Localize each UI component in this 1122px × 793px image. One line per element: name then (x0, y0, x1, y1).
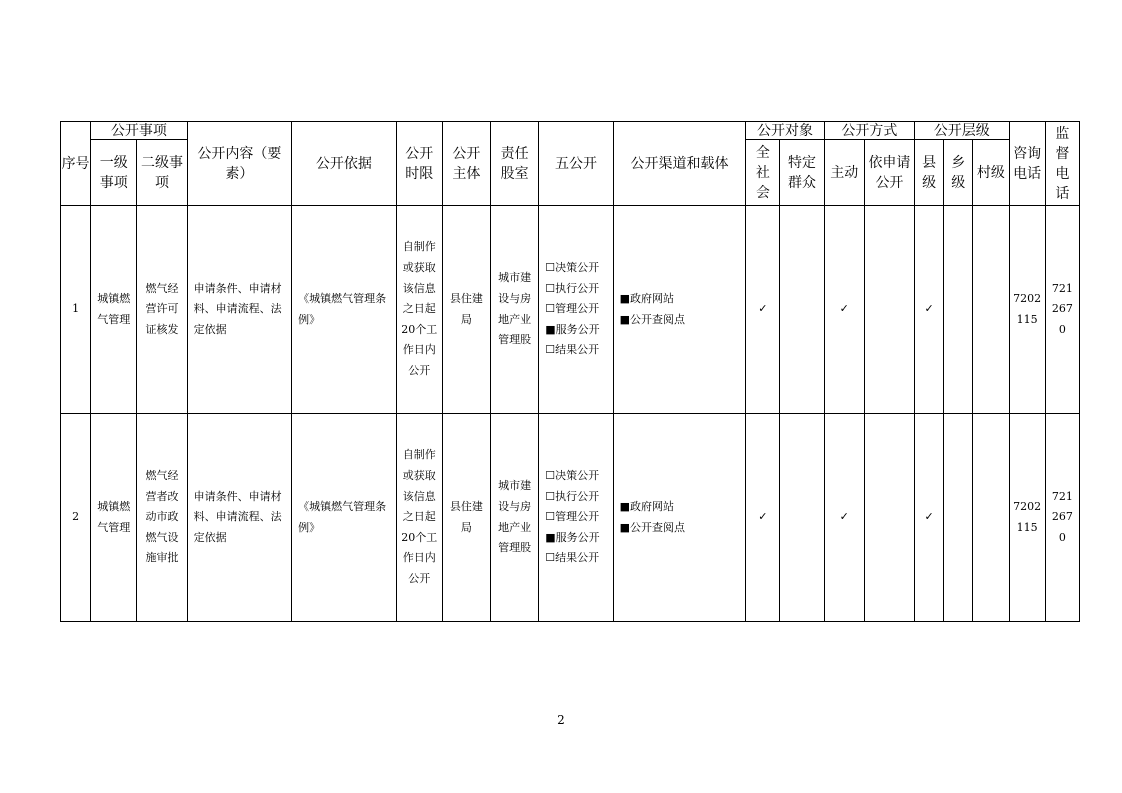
five-open-management: ☐管理公开 (545, 302, 600, 316)
cell-apply (864, 414, 914, 622)
page-number: 2 (557, 713, 565, 727)
header-active: 主动 (824, 140, 864, 206)
cell-channel (613, 414, 746, 622)
header-five-open: 五公开 (539, 122, 613, 206)
header-dept: 责任股室 (491, 122, 539, 206)
five-open-execution: ☐执行公开 (545, 489, 600, 503)
cell-specific-group (780, 206, 824, 414)
cell-specific-group (780, 414, 824, 622)
header-township: 乡级 (944, 140, 973, 206)
header-apply: 依申请公开 (864, 140, 914, 206)
five-open-service: ■服务公开 (545, 530, 600, 544)
five-open-result: ☐结果公开 (545, 343, 600, 357)
header-supervise-phone: 监督电话 (1045, 122, 1079, 206)
channel-reading-point: ■公开查阅点 (619, 520, 686, 534)
cell-apply (864, 206, 914, 414)
cell-content: 申请条件、申请材料、申请流程、法定依据 (187, 414, 292, 622)
header-level-group: 公开层级 (915, 122, 1009, 140)
table-row (61, 206, 1080, 414)
header-specific-group: 特定群众 (780, 140, 824, 206)
cell-township (944, 206, 973, 414)
five-open-management: ☐管理公开 (545, 510, 600, 524)
cell-dept: 城市建设与房地产业管理股 (491, 414, 539, 622)
cell-content: 申请条件、申请材料、申请流程、法定依据 (187, 206, 292, 414)
table-row (61, 414, 1080, 622)
cell-level1: 城镇燃气管理 (91, 206, 137, 414)
cell-seq: 1 (61, 206, 91, 414)
cell-consult-phone: 7202115 (1009, 414, 1045, 622)
cell-supervise-phone: 7212670 (1045, 206, 1079, 414)
channel-website: ■政府网站 (619, 291, 675, 305)
disclosure-table (60, 121, 1080, 622)
header-content: 公开内容（要素） (187, 122, 292, 206)
cell-whole-society: ✓ (746, 206, 780, 414)
cell-county: ✓ (915, 414, 944, 622)
header-village: 村级 (973, 140, 1009, 206)
five-open-decision: ☐决策公开 (545, 469, 600, 483)
header-level1: 一级事项 (91, 140, 137, 206)
header-basis: 公开依据 (292, 122, 397, 206)
header-whole-society: 全社会 (746, 140, 780, 206)
cell-dept: 城市建设与房地产业管理股 (491, 206, 539, 414)
channel-reading-point: ■公开查阅点 (619, 312, 686, 326)
cell-supervise-phone: 7212670 (1045, 414, 1079, 622)
cell-village (973, 206, 1009, 414)
header-county: 县级 (915, 140, 944, 206)
header-matter-group: 公开事项 (91, 122, 187, 140)
header-method-group: 公开方式 (824, 122, 914, 140)
header-object-group: 公开对象 (746, 122, 824, 140)
header-subject: 公开主体 (442, 122, 490, 206)
cell-basis: 《城镇燃气管理条例》 (292, 414, 397, 622)
cell-basis: 《城镇燃气管理条例》 (292, 206, 397, 414)
cell-seq: 2 (61, 414, 91, 622)
header-seq: 序号 (61, 122, 91, 206)
header-time-limit: 公开时限 (396, 122, 442, 206)
cell-county: ✓ (915, 206, 944, 414)
cell-time-limit: 自制作或获取该信息之日起20个工作日内公开 (396, 414, 442, 622)
cell-level1: 城镇燃气管理 (91, 414, 137, 622)
cell-channel (613, 206, 746, 414)
cell-five-open (539, 206, 613, 414)
five-open-service: ■服务公开 (545, 322, 600, 336)
cell-level2: 燃气经营者改动市政燃气设施审批 (137, 414, 187, 622)
cell-subject: 县住建局 (442, 414, 490, 622)
cell-village (973, 414, 1009, 622)
cell-subject: 县住建局 (442, 206, 490, 414)
five-open-result: ☐结果公开 (545, 551, 600, 565)
cell-active: ✓ (824, 414, 864, 622)
header-level2: 二级事项 (137, 140, 187, 206)
cell-whole-society: ✓ (746, 414, 780, 622)
cell-township (944, 414, 973, 622)
cell-five-open (539, 414, 613, 622)
cell-level2: 燃气经营许可证核发 (137, 206, 187, 414)
header-consult-phone: 咨询电话 (1009, 122, 1045, 206)
header-channel: 公开渠道和载体 (613, 122, 746, 206)
channel-website: ■政府网站 (619, 499, 675, 513)
five-open-decision: ☐决策公开 (545, 261, 600, 275)
cell-consult-phone: 7202115 (1009, 206, 1045, 414)
five-open-execution: ☐执行公开 (545, 281, 600, 295)
cell-time-limit: 自制作或获取该信息之日起20个工作日内公开 (396, 206, 442, 414)
cell-active: ✓ (824, 206, 864, 414)
